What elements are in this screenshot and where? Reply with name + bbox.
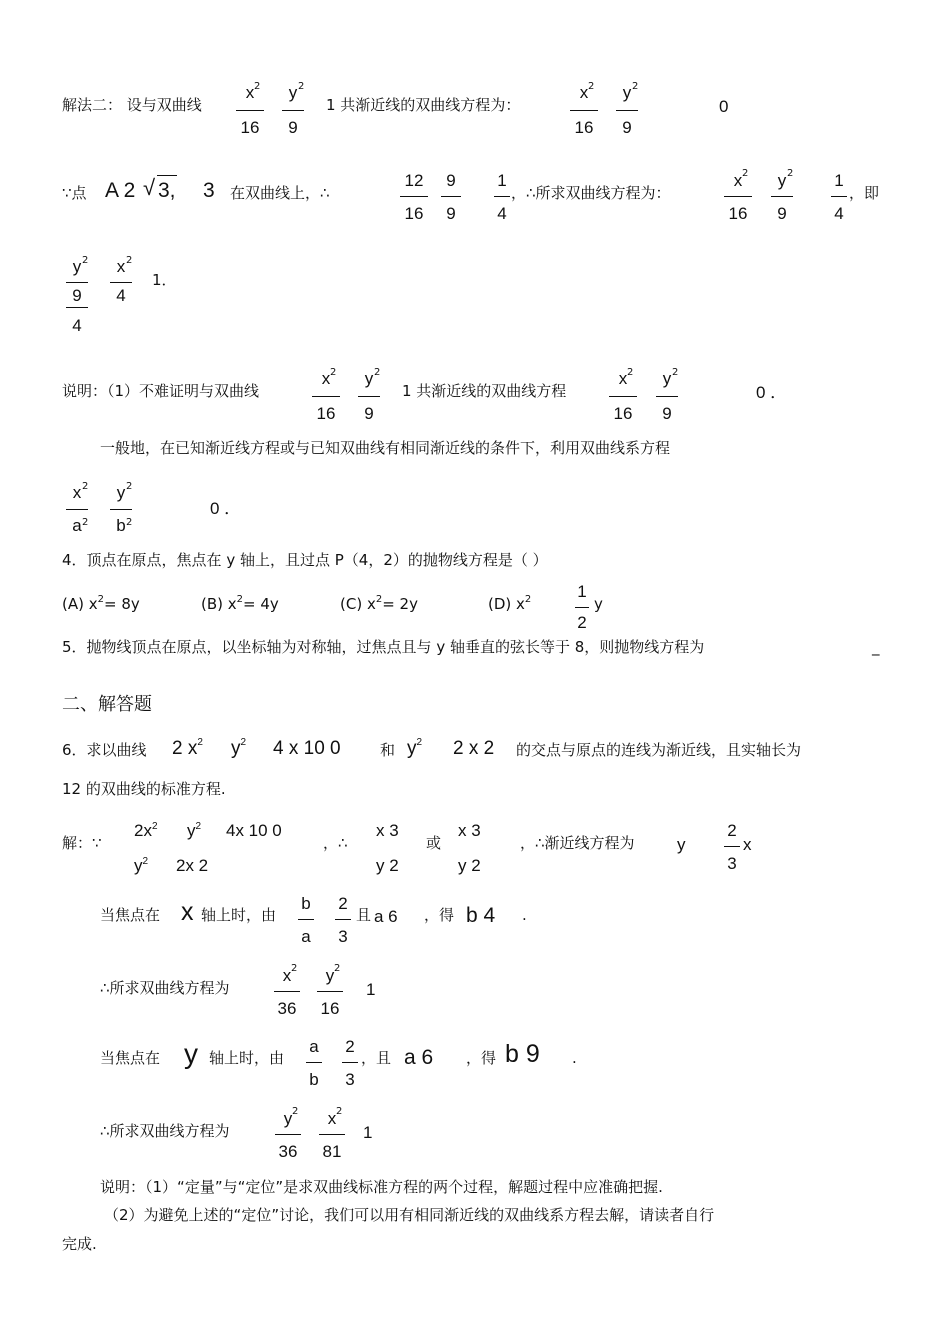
- asymptote-y: y: [677, 835, 686, 854]
- fraction-y2-36: y 2 36: [275, 1110, 301, 1160]
- case1-mid: 轴上时，由: [201, 906, 277, 924]
- case1-b: b 4: [466, 904, 496, 927]
- case2-mid2: ，且: [361, 1049, 392, 1067]
- method2-lead: 解法二： 设与双曲线: [62, 96, 202, 114]
- fraction-y2-9-4: y 2 9 4: [66, 258, 88, 334]
- fraction-y2-16: y 2 16: [317, 967, 343, 1017]
- q6-expr5: 2 x 2: [453, 738, 495, 759]
- solution-or: 或: [426, 834, 442, 852]
- fraction-2-3: 2 3: [724, 822, 740, 872]
- answer-blank: _: [872, 638, 880, 656]
- case1-lead: 当焦点在: [100, 906, 161, 924]
- method2-zero: 0: [719, 97, 729, 116]
- case2-a: a 6: [404, 1046, 434, 1069]
- fraction-x2-16-d: x 2 16: [312, 370, 340, 422]
- fraction-y2-b2: y 2 b 2: [110, 484, 132, 534]
- final-note-1: 说明：（1）“定量”与“定位”是求双曲线标准方程的两个过程，解题过程中应准确把握.: [100, 1178, 663, 1196]
- result1-lead: ∴所求双曲线方程为: [100, 979, 230, 997]
- question-6-line2: 12 的双曲线的标准方程.: [62, 780, 226, 798]
- method2-mid: 1 共渐近线的双曲线方程为：: [326, 96, 521, 114]
- fraction-2-3-b: 2 3: [335, 895, 351, 945]
- q6-expr2: $y^2$: [231, 737, 247, 759]
- q6-expr3: 4 x 10 0: [273, 738, 341, 759]
- note1-lead: 说明：（1）不难证明与双曲线: [62, 382, 260, 400]
- solution-sep: ，∴: [323, 834, 348, 852]
- sol2-x: x 3: [458, 821, 481, 840]
- case1-mid3: ，得: [424, 906, 455, 924]
- final-note-3: 完成.: [62, 1235, 97, 1253]
- solution-lead: 解：∵: [62, 834, 102, 852]
- fraction-y2-9: y 2 9: [282, 84, 304, 136]
- fraction-1-4-b: 1 4: [831, 172, 847, 222]
- result2-lead: ∴所求双曲线方程为: [100, 1122, 230, 1140]
- option-c: (C) $x^2= 2y$: [340, 594, 418, 613]
- note1-mid: 1 共渐近线的双曲线方程: [402, 382, 567, 400]
- since-point-mid2: ，∴所求双曲线方程为：: [511, 184, 671, 202]
- option-d: (D) $x^2$: [488, 594, 532, 613]
- asymptote-x: x: [743, 835, 752, 854]
- case1-mid2: 且: [356, 906, 372, 924]
- fraction-9-9: 9 9: [441, 172, 461, 222]
- case2-b: b 9: [505, 1040, 540, 1068]
- sol1-y: y 2: [376, 856, 399, 875]
- fraction-1-2: 1 2: [575, 583, 589, 631]
- case1-x: x: [181, 898, 194, 926]
- fraction-x2-16: x 2 16: [236, 84, 264, 136]
- q6-expr4: $y^2$: [407, 737, 423, 759]
- sqrt-sign: √: [143, 175, 156, 200]
- sol2-y: y 2: [458, 856, 481, 875]
- q6-and: 和: [380, 741, 396, 759]
- fraction-x2-36: x 2 36: [274, 967, 300, 1017]
- option-d-tail: y: [594, 595, 603, 613]
- system1-row1-rest: 4x 10 0: [226, 821, 282, 840]
- fraction-2-3-c: 2 3: [342, 1038, 358, 1088]
- final-note-2: （2）为避免上述的“定位”讨论，我们可以用有相同渐近线的双曲线系方程去解，请读者自行: [104, 1206, 715, 1224]
- option-a: (A) $x^2= 8y$: [62, 594, 140, 613]
- system-tail: 0 ．: [210, 499, 242, 518]
- result1-tail: 1: [366, 980, 376, 999]
- case2-lead: 当焦点在: [100, 1049, 161, 1067]
- line3-tail: 1．: [152, 271, 177, 289]
- fraction-x2-16-b: x 2 16: [570, 84, 598, 136]
- q6-expr1: 2 $x^2$: [172, 737, 203, 759]
- system1-row1: $2x^2$: [134, 821, 158, 840]
- system1-row2: $y^2$: [134, 856, 149, 875]
- fraction-b-a: b a: [298, 895, 314, 945]
- sqrt-three: 3,: [158, 179, 176, 202]
- case1-dot: .: [522, 906, 527, 924]
- point-a-y: 3: [203, 179, 215, 202]
- fraction-y2-9-d: y 2 9: [358, 370, 380, 422]
- fraction-x2-16-e: x 2 16: [609, 370, 637, 422]
- fraction-x2-a2: x 2 a 2: [66, 484, 88, 534]
- fraction-1-4: 1 4: [494, 172, 510, 222]
- question-5: 5．抛物线顶点在原点，以坐标轴为对称轴，过焦点且与 y 轴垂直的弦长等于 8，则抛物线方程为: [62, 638, 705, 656]
- fraction-a-b: a b: [306, 1038, 322, 1088]
- section-title: 二、解答题: [62, 694, 152, 715]
- case1-a: a 6: [374, 907, 398, 926]
- fraction-y2-9-c: y 2 9: [771, 172, 793, 222]
- result2-tail: 1: [363, 1123, 373, 1142]
- since-point-mid: 在双曲线上，∴: [230, 184, 330, 202]
- solution-sep2: ，∴渐近线方程为: [520, 834, 635, 852]
- case2-dot: .: [572, 1049, 577, 1067]
- fraction-12-16: 12 16: [400, 172, 428, 222]
- fraction-x2-81: x 2 81: [319, 1110, 345, 1160]
- option-b: (B) $x^2= 4y$: [201, 594, 279, 613]
- system1-row1-y: $y^2$: [187, 821, 202, 840]
- note1-tail: 0 ．: [756, 383, 788, 402]
- case2-y: y: [184, 1038, 198, 1069]
- sol1-x: x 3: [376, 821, 399, 840]
- general-text: 一般地，在已知渐近线方程或与已知双曲线有相同渐近线的条件下，利用双曲线系方程: [100, 439, 671, 457]
- case2-mid3: ，得: [466, 1049, 497, 1067]
- fraction-y2-9-e: y 2 9: [656, 370, 678, 422]
- fraction-y2-9-b: y 2 9: [616, 84, 638, 136]
- since-point-lead: ∵点: [62, 184, 87, 202]
- question-6-tail: 的交点与原点的连线为渐近线，且实轴长为: [516, 741, 802, 759]
- point-a-label: A 2: [105, 179, 136, 202]
- system1-row2-rest: 2x 2: [176, 856, 209, 875]
- question-4: 4．顶点在原点，焦点在 y 轴上，且过点 P（4，2）的抛物线方程是（ ）: [62, 551, 548, 569]
- fraction-x2-16-c: x 2 16: [724, 172, 752, 222]
- question-6-lead: 6．求以曲线: [62, 741, 147, 759]
- case2-mid: 轴上时，由: [209, 1049, 285, 1067]
- since-point-tail: ，即: [849, 184, 880, 202]
- fraction-x2-4: x 2 4: [110, 258, 132, 304]
